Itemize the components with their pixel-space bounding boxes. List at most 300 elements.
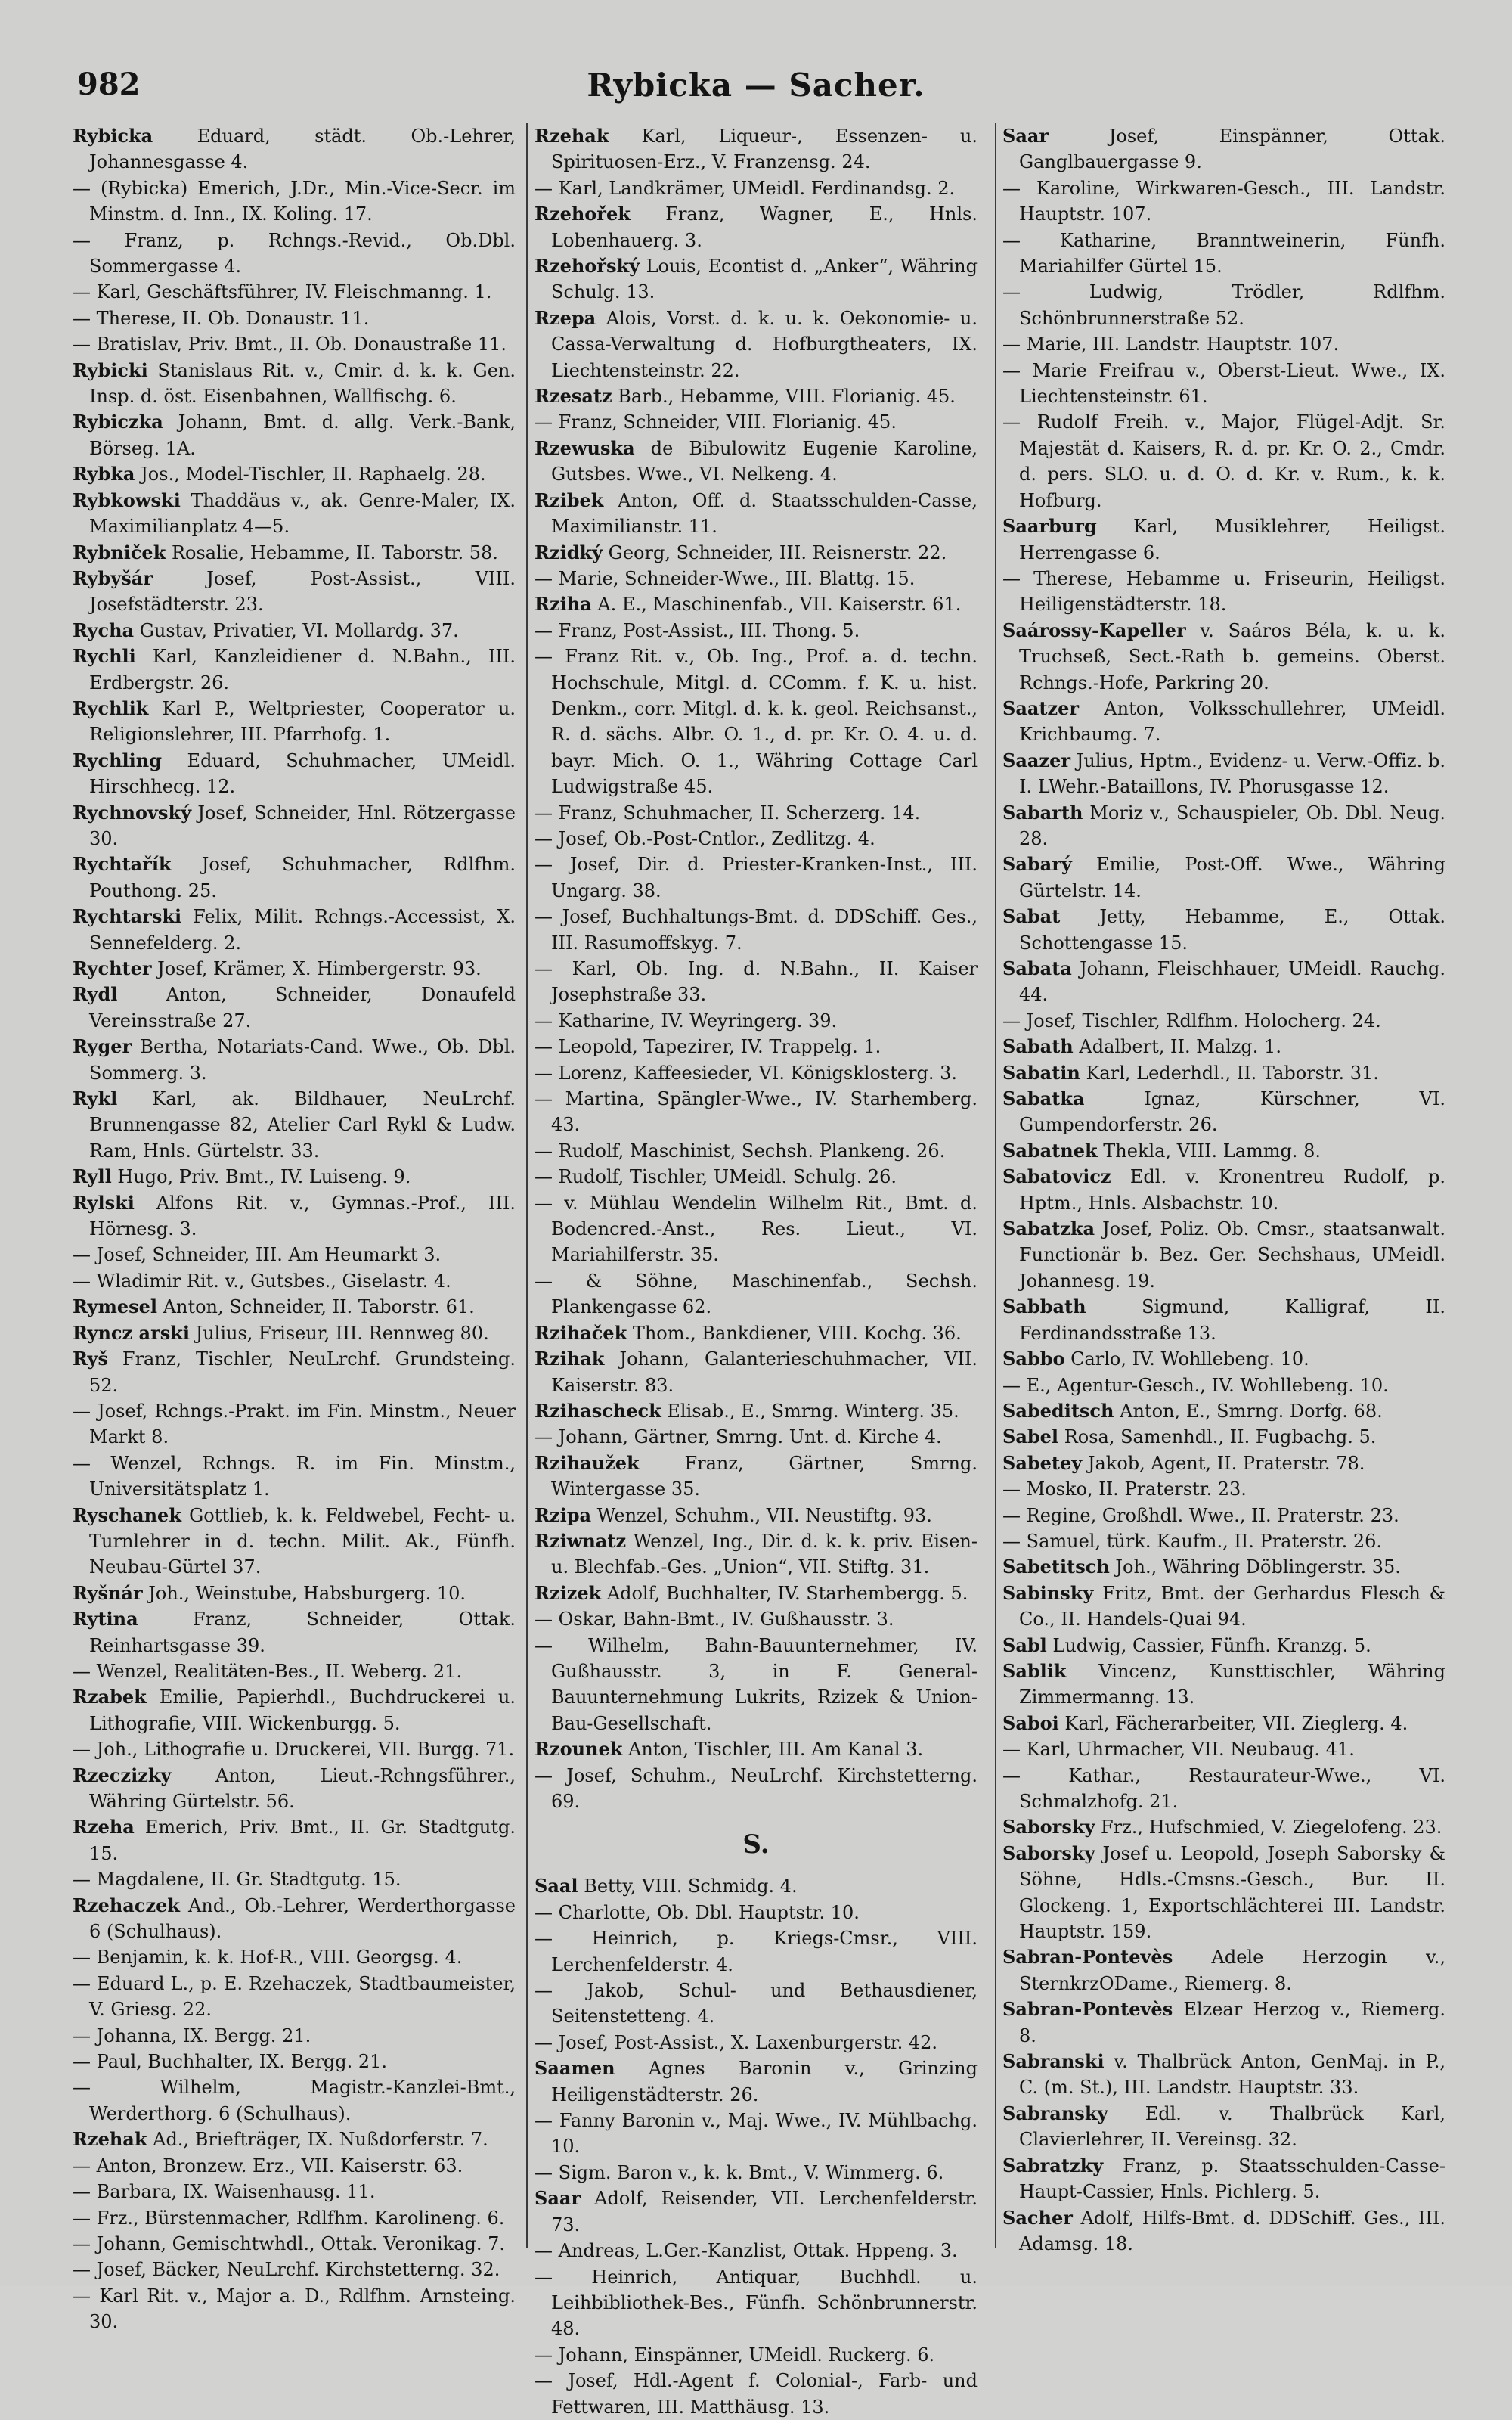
entry-surname: Sabeditsch — [1002, 1399, 1114, 1422]
entry-details: — Eduard L., p. E. Rzehaczek, Stadtbaumeister, V. Griesg. 22. — [73, 1972, 516, 2021]
directory-entry — [534, 644, 978, 799]
entry-details: — Andreas, L.Ger.-Kanzlist, Ottak. Hppeng. 3. — [534, 2240, 958, 2262]
entry-surname: Rybiczka — [73, 411, 163, 433]
directory-entry — [1002, 1944, 1445, 1996]
entry-details: — Wilhelm, Bahn-Bauunternehmer, IV. Gußhausstr. 3, in F. General-Bauunternehmung Lukrits, Rzizek & Union-Bau-Gesellschaft. — [534, 1634, 978, 1734]
entry-details: Franz, Wagner, E., Hnls. Lobenhauerg. 3. — [551, 203, 978, 251]
entry-details: Frz., Hufschmied, V. Ziegelofeng. 23. — [1095, 1817, 1442, 1838]
entry-surname: Rzihak — [534, 1348, 605, 1370]
directory-entry — [1002, 1554, 1445, 1580]
directory-entry — [1002, 852, 1445, 904]
directory-entry — [1002, 279, 1445, 331]
entry-details: Wenzel, Schuhm., VII. Neustiftg. 93. — [591, 1504, 932, 1526]
entry-details: Ad., Briefträger, IX. Nußdorferstr. 7. — [147, 2129, 488, 2151]
entry-details: — Katharine, IV. Weyringerg. 39. — [534, 1010, 838, 1032]
directory-entry — [73, 852, 516, 904]
entry-surname: Rzabek — [73, 1686, 147, 1708]
entry-details: Adolf, Hilfs-Bmt. d. DDSchiff. Ges., III. Adamsg. 18. — [1019, 2207, 1445, 2254]
entry-details: — Franz, Schuhmacher, II. Scherzerg. 14. — [534, 802, 921, 824]
directory-entry — [73, 1684, 516, 1736]
entry-details: — Therese, II. Ob. Donaustr. 11. — [73, 307, 370, 329]
directory-entry — [534, 2342, 978, 2368]
entry-details: Adele Herzogin v., SternkrzODame., Riemerg. 8. — [1019, 1947, 1445, 1994]
directory-entry — [534, 904, 978, 956]
entry-surname: Ryschanek — [73, 1503, 181, 1526]
entry-details: Josef, Schuhmacher, Rdlfhm. Pouthong. 25. — [89, 854, 516, 901]
directory-entry — [1002, 1841, 1445, 1945]
directory-entry — [534, 1633, 978, 1737]
entry-details: — Josef, Rchngs.-Prakt. im Fin. Minstm., Neuer Markt 8. — [73, 1400, 516, 1448]
entry-surname: Rzibek — [534, 489, 604, 511]
entry-details: — Rudolf Freih. v., Major, Flügel-Adjt. Sr. Majestät d. Kaisers, R. d. pr. Kr. O. 2., Cmdr. d. pers. SLO. u. d. O. d. Kr. v. Rum., k. k. Hofburg. — [1002, 411, 1445, 511]
directory-entry — [1002, 2101, 1445, 2153]
directory-entry — [534, 1320, 978, 1346]
directory-entry — [534, 1978, 978, 2030]
entry-details: Agnes Baronin v., Grinzing Heiligenstädterstr. 26. — [551, 2058, 978, 2105]
entry-surname: Rzihaužek — [534, 1451, 640, 1474]
entry-details: — Franz, Schneider, VIII. Florianig. 45. — [534, 411, 897, 433]
entry-surname: Sabatnek — [1002, 1139, 1098, 1162]
entry-details: Anton, Volksschullehrer, UMeidl. Krichbaumg. 7. — [1019, 697, 1445, 746]
entry-surname: Rybicka — [73, 125, 153, 147]
directory-entry — [534, 253, 978, 306]
entry-details: — Barbara, IX. Waisenhausg. 11. — [73, 2181, 376, 2203]
entry-details: Gottlieb, k. k. Feldwebel, Fecht- u. Turnlehrer in d. techn. Milit. Ak., Fünfh. Neubau-Gürtel 37. — [89, 1504, 516, 1578]
entry-details: — Lorenz, Kaffeesieder, VI. Königsklosterg. 3. — [534, 1062, 958, 1084]
entry-surname: Sabbo — [1002, 1348, 1065, 1370]
entry-surname: Saboi — [1002, 1711, 1059, 1734]
entry-details: Josef, Schneider, Hnl. Rötzergasse 30. — [89, 802, 516, 849]
directory-entry — [73, 1893, 516, 1945]
directory-entry — [73, 2023, 516, 2049]
entry-details: Ignaz, Kürschner, VI. Gumpendorferstr. 26. — [1019, 1088, 1445, 1136]
directory-entry — [73, 1944, 516, 1970]
entry-details: — Karl, Landkrämer, UMeidl. Ferdinandsg. 2. — [534, 177, 956, 199]
entry-surname: Rymesel — [73, 1295, 158, 1318]
directory-entry — [534, 306, 978, 383]
entry-surname: Rzewuska — [534, 436, 635, 459]
entry-surname: Rybkowski — [73, 489, 181, 511]
entry-surname: Sabetey — [1002, 1451, 1083, 1474]
running-head: Rybicka — Sacher. — [587, 67, 925, 104]
directory-entry — [73, 1503, 516, 1581]
entry-surname: Rzehak — [534, 125, 609, 147]
directory-entry — [1002, 1996, 1445, 2049]
directory-entry — [73, 644, 516, 696]
page-number: 982 — [77, 67, 141, 102]
entry-details: Alfons Rit. v., Gymnas.-Prof., III. Hörnesg. 3. — [89, 1192, 516, 1240]
entry-details: — (Rybicka) Emerich, J.Dr., Min.-Vice-Secr. im Minstm. d. Inn., IX. Koling. 17. — [73, 177, 516, 225]
entry-details: Anton, Schneider, Donaufeld Vereinsstraße 27. — [89, 984, 516, 1032]
directory-entry — [73, 175, 516, 228]
directory-entry — [534, 2238, 978, 2263]
entry-details: de Bibulowitz Eugenie Karoline, Gutsbes. Wwe., VI. Nelkeng. 4. — [551, 437, 978, 486]
entry-surname: Rzeha — [73, 1816, 135, 1838]
directory-entry — [1002, 1138, 1445, 1164]
directory-entry — [73, 123, 516, 175]
entry-details: Anton, Off. d. Staatsschulden-Casse, Maximilianstr. 11. — [551, 489, 978, 538]
entry-details: Johann, Fleischhauer, UMeidl. Rauchg. 44. — [1019, 958, 1445, 1006]
directory-entry — [1002, 618, 1445, 696]
entry-details: And., Ob.-Lehrer, Werderthorgasse 6 (Schulhaus). — [89, 1894, 516, 1943]
directory-entry — [73, 618, 516, 644]
entry-details: — Rudolf, Tischler, UMeidl. Schulg. 26. — [534, 1166, 897, 1188]
entry-details: — Fanny Baronin v., Maj. Wwe., IV. Mühlbachg. 10. — [534, 2110, 978, 2158]
entry-details: Stanislaus Rit. v., Cmir. d. k. k. Gen. Insp. d. öst. Eisenbahnen, Wallfischg. 6. — [89, 359, 516, 408]
directory-entry — [1002, 1658, 1445, 1711]
directory-entry — [73, 1606, 516, 1658]
entry-details: Karl, Musiklehrer, Heiligst. Herrengasse 6. — [1019, 516, 1445, 563]
entry-details: Bertha, Notariats-Cand. Wwe., Ob. Dbl. Sommerg. 3. — [89, 1036, 516, 1084]
entry-details: Anton, Schneider, II. Taborstr. 61. — [157, 1296, 475, 1318]
directory-entry — [73, 228, 516, 280]
entry-details: — E., Agentur-Gesch., IV. Wohllebeng. 10. — [1002, 1374, 1389, 1396]
entry-details: — Johann, Gemischtwhdl., Ottak. Veronikag. 7. — [73, 2232, 506, 2254]
entry-details: — Joh., Lithografie u. Druckerei, VII. Burgg. 71. — [73, 1739, 515, 1761]
entry-details: Gustav, Privatier, VI. Mollardg. 37. — [134, 619, 459, 641]
entry-details: Josef, Post-Assist., VIII. Josefstädterstr. 23. — [89, 567, 516, 616]
directory-entry — [1002, 123, 1445, 175]
directory-entry — [534, 436, 978, 488]
entry-surname: Saborsky — [1002, 1841, 1095, 1864]
entry-surname: Rzeczizky — [73, 1764, 172, 1786]
directory-entry — [73, 566, 516, 618]
entry-details: — Jakob, Schul- und Bethausdiener, Seitenstetteng. 4. — [534, 1980, 978, 2028]
entry-details: Georg, Schneider, III. Reisnerstr. 22. — [603, 541, 947, 563]
directory-entry — [1002, 1008, 1445, 1034]
directory-entry — [73, 1398, 516, 1450]
directory-entry — [1002, 748, 1445, 800]
entry-details: Elisab., E., Smrng. Winterg. 35. — [661, 1400, 959, 1422]
directory-entry — [534, 123, 978, 175]
directory-entry — [73, 2049, 516, 2074]
entry-details: Franz, Gärtner, Smrng. Wintergasse 35. — [551, 1452, 978, 1500]
entry-details: Anton, E., Smrng. Dorfg. 68. — [1114, 1400, 1383, 1422]
entry-details: Adalbert, II. Malzg. 1. — [1073, 1036, 1281, 1058]
entry-details: — Wenzel, Realitäten-Bes., II. Weberg. 21. — [73, 1660, 463, 1682]
entry-details: Johann, Bmt. d. allg. Verk.-Bank, Börseg. 1A. — [89, 411, 516, 459]
directory-entry — [1002, 1034, 1445, 1060]
entry-details: Karl, Liqueur-, Essenzen- u. Spirituosen-Erz., V. Franzensg. 24. — [551, 126, 978, 173]
directory-entry — [534, 2186, 978, 2238]
directory-entry — [534, 2368, 978, 2420]
directory-entry — [73, 488, 516, 540]
entry-surname: Rybka — [73, 463, 135, 486]
directory-entry — [73, 1242, 516, 1267]
entry-details: Hugo, Priv. Bmt., IV. Luiseng. 9. — [111, 1166, 411, 1188]
entry-details: Eduard, städt. Ob.-Lehrer, Johannesgasse 4. — [89, 126, 516, 173]
entry-details: — Ludwig, Trödler, Rdlfhm. Schönbrunnerstraße 52. — [1002, 281, 1445, 329]
directory-entry — [534, 409, 978, 435]
entry-details: Franz, p. Staatsschulden-Casse-Haupt-Cassier, Hnls. Pichlerg. 5. — [1019, 2155, 1445, 2203]
entry-surname: Rzidký — [534, 541, 603, 563]
entry-surname: Rychnovský — [73, 801, 192, 824]
entry-details: Adolf, Reisender, VII. Lerchenfelderstr. 73. — [551, 2188, 978, 2235]
entry-surname: Sabbath — [1002, 1295, 1086, 1318]
directory-entry — [534, 2264, 978, 2342]
entry-surname: Rychli — [73, 645, 136, 668]
entry-surname: Rybniček — [73, 541, 166, 563]
entry-surname: Rybyšár — [73, 566, 153, 589]
directory-entry — [534, 800, 978, 826]
entry-details: — Josef, Buchhaltungs-Bmt. d. DDSchiff. Ges., III. Rasumoffskyg. 7. — [534, 906, 978, 954]
entry-details: Joh., Währing Döblingerstr. 35. — [1109, 1556, 1401, 1578]
directory-entry — [534, 1034, 978, 1060]
directory-entry — [534, 566, 978, 591]
directory-entry — [73, 461, 516, 487]
entry-surname: Rycha — [73, 619, 135, 641]
directory-entry — [534, 1900, 978, 1925]
directory-entry — [534, 1164, 978, 1190]
entry-details: Alois, Vorst. d. k. u. k. Oekonomie- u. Cassa-Verwaltung d. Hofburgtheaters, IX. Liechtensteinstr. 22. — [551, 307, 978, 381]
directory-entry — [1002, 2049, 1445, 2101]
entry-details: Franz, Schneider, Ottak. Reinhartsgasse 39. — [89, 1609, 516, 1656]
column-divider — [995, 123, 996, 2248]
directory-entry — [534, 2108, 978, 2160]
directory-entry — [73, 540, 516, 566]
entry-surname: Saárossy-Kapeller — [1002, 619, 1186, 641]
entry-details: Johann, Galanterieschuhmacher, VII. Kaiserstr. 83. — [551, 1348, 978, 1396]
entry-details: — Josef, Hdl.-Agent f. Colonial-, Farb- und Fettwaren, III. Matthäusg. 13. — [534, 2370, 978, 2418]
entry-details: Karl P., Weltpriester, Cooperator u. Religionslehrer, III. Pfarrhofg. 1. — [89, 697, 516, 746]
entry-surname: Rzehaczek — [73, 1894, 180, 1916]
entry-surname: Saal — [534, 1875, 578, 1897]
entry-details: Vincenz, Kunsttischler, Währing Zimmermanng. 13. — [1019, 1660, 1445, 1708]
directory-entry — [1002, 566, 1445, 618]
entry-details: Josef u. Leopold, Joseph Saborsky & Söhne, Hdls.-Cmsns.-Gesch., Bur. II. Glockeng. 1, Exportschlächterei III. Landstr. Hauptstr. 159. — [1019, 1842, 1445, 1943]
directory-entry — [73, 1581, 516, 1606]
directory-entry — [1002, 1424, 1445, 1450]
directory-entry — [1002, 1581, 1445, 1633]
directory-entry — [73, 956, 516, 982]
entry-details: Josef, Einspänner, Ottak. Ganglbauergasse 9. — [1019, 126, 1445, 173]
entry-surname: Sabinsky — [1002, 1581, 1094, 1604]
directory-entry — [73, 2074, 516, 2127]
entry-surname: Rychlik — [73, 697, 149, 719]
entry-details: Eduard, Schuhmacher, UMeidl. Hirschhecg. 12. — [89, 749, 516, 798]
directory-entry — [534, 852, 978, 904]
entry-details: — Franz, p. Rchngs.-Revid., Ob.Dbl. Sommergasse 4. — [73, 229, 516, 278]
directory-entry — [73, 2205, 516, 2231]
directory-entry — [534, 1581, 978, 1606]
directory-entry — [534, 540, 978, 566]
entry-details: — Josef, Tischler, Rdlfhm. Holocherg. 24. — [1002, 1010, 1381, 1032]
entry-details: — Wenzel, Rchngs. R. im Fin. Minstm., Universitätsplatz 1. — [73, 1452, 516, 1500]
entry-details: — Johann, Gärtner, Smrng. Unt. d. Kirche 4. — [534, 1426, 942, 1448]
directory-entry — [534, 1528, 978, 1581]
directory-entry — [1002, 1450, 1445, 1476]
entry-details: — Magdalene, II. Gr. Stadtgutg. 15. — [73, 1869, 401, 1891]
directory-entry — [1002, 1346, 1445, 1372]
entry-details: — Frz., Bürstenmacher, Rdlfhm. Karolineng. 6. — [73, 2207, 505, 2229]
entry-surname: Sabatzka — [1002, 1218, 1095, 1240]
directory-entry — [1002, 1711, 1445, 1736]
directory-entry — [534, 1268, 978, 1320]
entry-surname: Saazer — [1002, 749, 1070, 771]
directory-entry — [534, 1086, 978, 1138]
entry-surname: Rychter — [73, 957, 152, 979]
directory-entry — [1002, 2153, 1445, 2205]
entry-surname: Rzihascheck — [534, 1399, 662, 1422]
directory-entry — [1002, 904, 1445, 956]
entry-surname: Sabatin — [1002, 1061, 1080, 1084]
directory-entry — [1002, 1216, 1445, 1294]
directory-entry — [1002, 1476, 1445, 1502]
entry-details: — Bratislav, Priv. Bmt., II. Ob. Donaustraße 11. — [73, 334, 507, 355]
directory-entry — [534, 1873, 978, 1899]
entry-details: — Leopold, Tapezirer, IV. Trappelg. 1. — [534, 1036, 881, 1058]
directory-entry — [1002, 409, 1445, 513]
directory-entry — [1002, 1060, 1445, 1086]
entry-details: Emerich, Priv. Bmt., II. Gr. Stadtgutg. 15. — [89, 1817, 516, 1864]
entry-surname: Rzizek — [534, 1581, 602, 1604]
directory-entry — [534, 1606, 978, 1632]
entry-details: Edl. v. Thalbrück Karl, Clavierlehrer, II. Vereinsg. 32. — [1019, 2102, 1445, 2151]
entry-surname: Rziha — [534, 593, 592, 616]
entry-details: — Karl Rit. v., Major a. D., Rdlfhm. Arnsteing. 30. — [73, 2285, 516, 2333]
entry-surname: Ryll — [73, 1165, 112, 1188]
entry-details: — Regine, Großhdl. Wwe., II. Praterstr. 23. — [1002, 1504, 1399, 1526]
directory-entry — [1002, 1294, 1445, 1346]
directory-entry — [534, 383, 978, 409]
entry-details: — Katharine, Branntweinerin, Fünfh. Mariahilfer Gürtel 15. — [1002, 229, 1445, 278]
directory-entry — [73, 2283, 516, 2335]
directory-entry — [1002, 956, 1445, 1008]
entry-surname: Sabata — [1002, 957, 1072, 979]
entry-surname: Saatzer — [1002, 697, 1080, 719]
directory-entry — [73, 279, 516, 305]
directory-entry — [534, 2030, 978, 2055]
directory-entry — [534, 1424, 978, 1450]
entry-surname: Saar — [1002, 125, 1049, 147]
directory-entry — [1002, 1633, 1445, 1658]
directory-entry — [534, 488, 978, 540]
directory-entry — [73, 1450, 516, 1503]
directory-entry — [534, 826, 978, 852]
directory-entry — [1002, 696, 1445, 748]
entry-surname: Rylski — [73, 1191, 135, 1214]
entry-details: Karl, Kanzleidiener d. N.Bahn., III. Erdbergstr. 26. — [89, 646, 516, 693]
entry-details: — Karoline, Wirkwaren-Gesch., III. Landstr. Hauptstr. 107. — [1002, 177, 1445, 225]
entry-surname: Rzehak — [73, 2128, 147, 2151]
directory-entry — [534, 1138, 978, 1164]
entry-details: Thaddäus v., ak. Genre-Maler, IX. Maximilianplatz 4—5. — [89, 489, 516, 538]
entry-surname: Saborsky — [1002, 1816, 1095, 1838]
entry-details: — Anton, Bronzew. Erz., VII. Kaiserstr. 63. — [73, 2155, 463, 2176]
entry-details: Felix, Milit. Rchngs.-Accessist, X. Sennefelderg. 2. — [89, 906, 516, 954]
entry-surname: Rzehořský — [534, 255, 640, 278]
directory-entry — [1002, 1528, 1445, 1554]
entry-details: — Karl, Uhrmacher, VII. Neubaug. 41. — [1002, 1739, 1355, 1761]
entry-details: — Johann, Einspänner, UMeidl. Ruckerg. 6. — [534, 2344, 935, 2366]
entry-details: — Samuel, türk. Kaufm., II. Praterstr. 26. — [1002, 1530, 1383, 1552]
entry-surname: Sabran-Pontevès — [1002, 1998, 1173, 2021]
entry-details: — Josef, Dir. d. Priester-Kranken-Inst., III. Ungarg. 38. — [534, 854, 978, 901]
directory-entry — [73, 1346, 516, 1398]
directory-entry — [73, 1763, 516, 1815]
entry-details: — Josef, Post-Assist., X. Laxenburgerstr. 42. — [534, 2031, 938, 2053]
entry-details: — Therese, Hebamme u. Friseurin, Heiligst. Heiligenstädterstr. 18. — [1002, 567, 1445, 616]
entry-details: — Wilhelm, Magistr.-Kanzlei-Bmt., Werderthorg. 6 (Schulhaus). — [73, 2077, 516, 2124]
entry-details: Sigmund, Kalligraf, II. Ferdinandsstraße 13. — [1019, 1296, 1445, 1344]
entry-details: — Oskar, Bahn-Bmt., IV. Gußhausstr. 3. — [534, 1609, 894, 1630]
entry-surname: Rzepa — [534, 306, 596, 329]
directory-entry — [534, 1503, 978, 1528]
entry-surname: Sabran-Pontevès — [1002, 1946, 1173, 1969]
entry-details: — Mosko, II. Praterstr. 23. — [1002, 1478, 1247, 1500]
directory-entry — [73, 409, 516, 461]
entry-details: — Marie, Schneider-Wwe., III. Blattg. 15. — [534, 567, 916, 589]
entry-details: Adolf, Buchhalter, IV. Starhembergg. 5. — [601, 1582, 968, 1604]
entry-details: Julius, Friseur, III. Rennweg 80. — [189, 1322, 489, 1344]
directory-entry — [73, 904, 516, 956]
entry-details: Jetty, Hebamme, E., Ottak. Schottengasse 15. — [1019, 906, 1445, 954]
directory-entry — [73, 1320, 516, 1346]
entry-details: — Josef, Schuhm., NeuLrchf. Kirchstetterng. 69. — [534, 1764, 978, 1812]
page-header — [60, 67, 1452, 112]
directory-entry — [73, 331, 516, 357]
directory-entry — [534, 1763, 978, 1815]
directory-entry — [73, 748, 516, 800]
entry-details: — & Söhne, Maschinenfab., Sechsh. Plankengasse 62. — [534, 1270, 978, 1318]
entry-details: Anton, Lieut.-Rchngsführer., Währing Gürtelstr. 56. — [89, 1764, 516, 1812]
directory-entry — [73, 1294, 516, 1320]
directory-entry — [1002, 1164, 1445, 1216]
directory-entry — [534, 2160, 978, 2186]
entry-details: Josef, Poliz. Ob. Cmsr., staatsanwalt. Functionär b. Bez. Ger. Sechshaus, UMeidl. Johannesg. 19. — [1019, 1218, 1445, 1292]
entry-details: — Charlotte, Ob. Dbl. Hauptstr. 10. — [534, 1901, 860, 1923]
directory-entry — [73, 1268, 516, 1294]
entry-details: — Kathar., Restaurateur-Wwe., VI. Schmalzhofg. 21. — [1002, 1764, 1445, 1812]
directory-entry — [73, 2257, 516, 2282]
directory-entry — [534, 1346, 978, 1398]
entry-details: — Sigm. Baron v., k. k. Bmt., V. Wimmerg. 6. — [534, 2161, 944, 2183]
directory-entry — [534, 1450, 978, 1503]
entry-details: Betty, VIII. Schmidg. 4. — [578, 1876, 798, 1897]
entry-details: — Karl, Geschäftsführer, IV. Fleischmanng. 1. — [73, 281, 492, 303]
directory-entry — [73, 358, 516, 410]
entry-details: — Josef, Ob.-Post-Cntlor., Zedlitzg. 4. — [534, 827, 875, 849]
directory-entry — [73, 696, 516, 748]
entry-details: — Karl, Ob. Ing. d. N.Bahn., II. Kaiser Josephstraße 33. — [534, 958, 978, 1006]
entry-surname: Sabatovicz — [1002, 1165, 1111, 1188]
entry-surname: Sabath — [1002, 1035, 1074, 1058]
entry-details: v. Saáros Béla, k. u. k. Truchseß, Sect.-Rath b. gemeins. Oberst. Rchngs.-Hofe, Parkring 20. — [1019, 619, 1445, 693]
entry-surname: Sabatka — [1002, 1087, 1085, 1110]
entry-surname: Saarburg — [1002, 515, 1097, 538]
entry-surname: Rzipa — [534, 1503, 592, 1526]
directory-entry — [73, 2231, 516, 2257]
entry-surname: Sabel — [1002, 1426, 1059, 1448]
entry-details: Fritz, Bmt. der Gerhardus Flesch & Co., II. Handels-Quai 94. — [1019, 1582, 1445, 1630]
entry-details: — Benjamin, k. k. Hof-R., VIII. Georgsg. 4. — [73, 1947, 463, 1969]
entry-details: — Heinrich, p. Kriegs-Cmsr., VIII. Lerchenfelderstr. 4. — [534, 1928, 978, 1975]
entry-details: Rosalie, Hebamme, II. Taborstr. 58. — [166, 541, 498, 563]
directory-entry — [534, 618, 978, 644]
entry-details: Thekla, VIII. Lammg. 8. — [1097, 1140, 1321, 1162]
directory-entry — [534, 1008, 978, 1034]
entry-surname: Sabarth — [1002, 801, 1083, 824]
entry-surname: Rychling — [73, 749, 162, 771]
directory-entry — [1002, 1398, 1445, 1424]
entry-details: — Wladimir Rit. v., Gutsbes., Giselastr. 4. — [73, 1270, 451, 1292]
directory-entry — [534, 2055, 978, 2108]
directory-entry — [73, 1736, 516, 1762]
entry-surname: Rykl — [73, 1087, 118, 1110]
entry-surname: Ryger — [73, 1035, 132, 1058]
directory-entry — [1002, 175, 1445, 228]
entry-details: — Johanna, IX. Bergg. 21. — [73, 2024, 311, 2046]
